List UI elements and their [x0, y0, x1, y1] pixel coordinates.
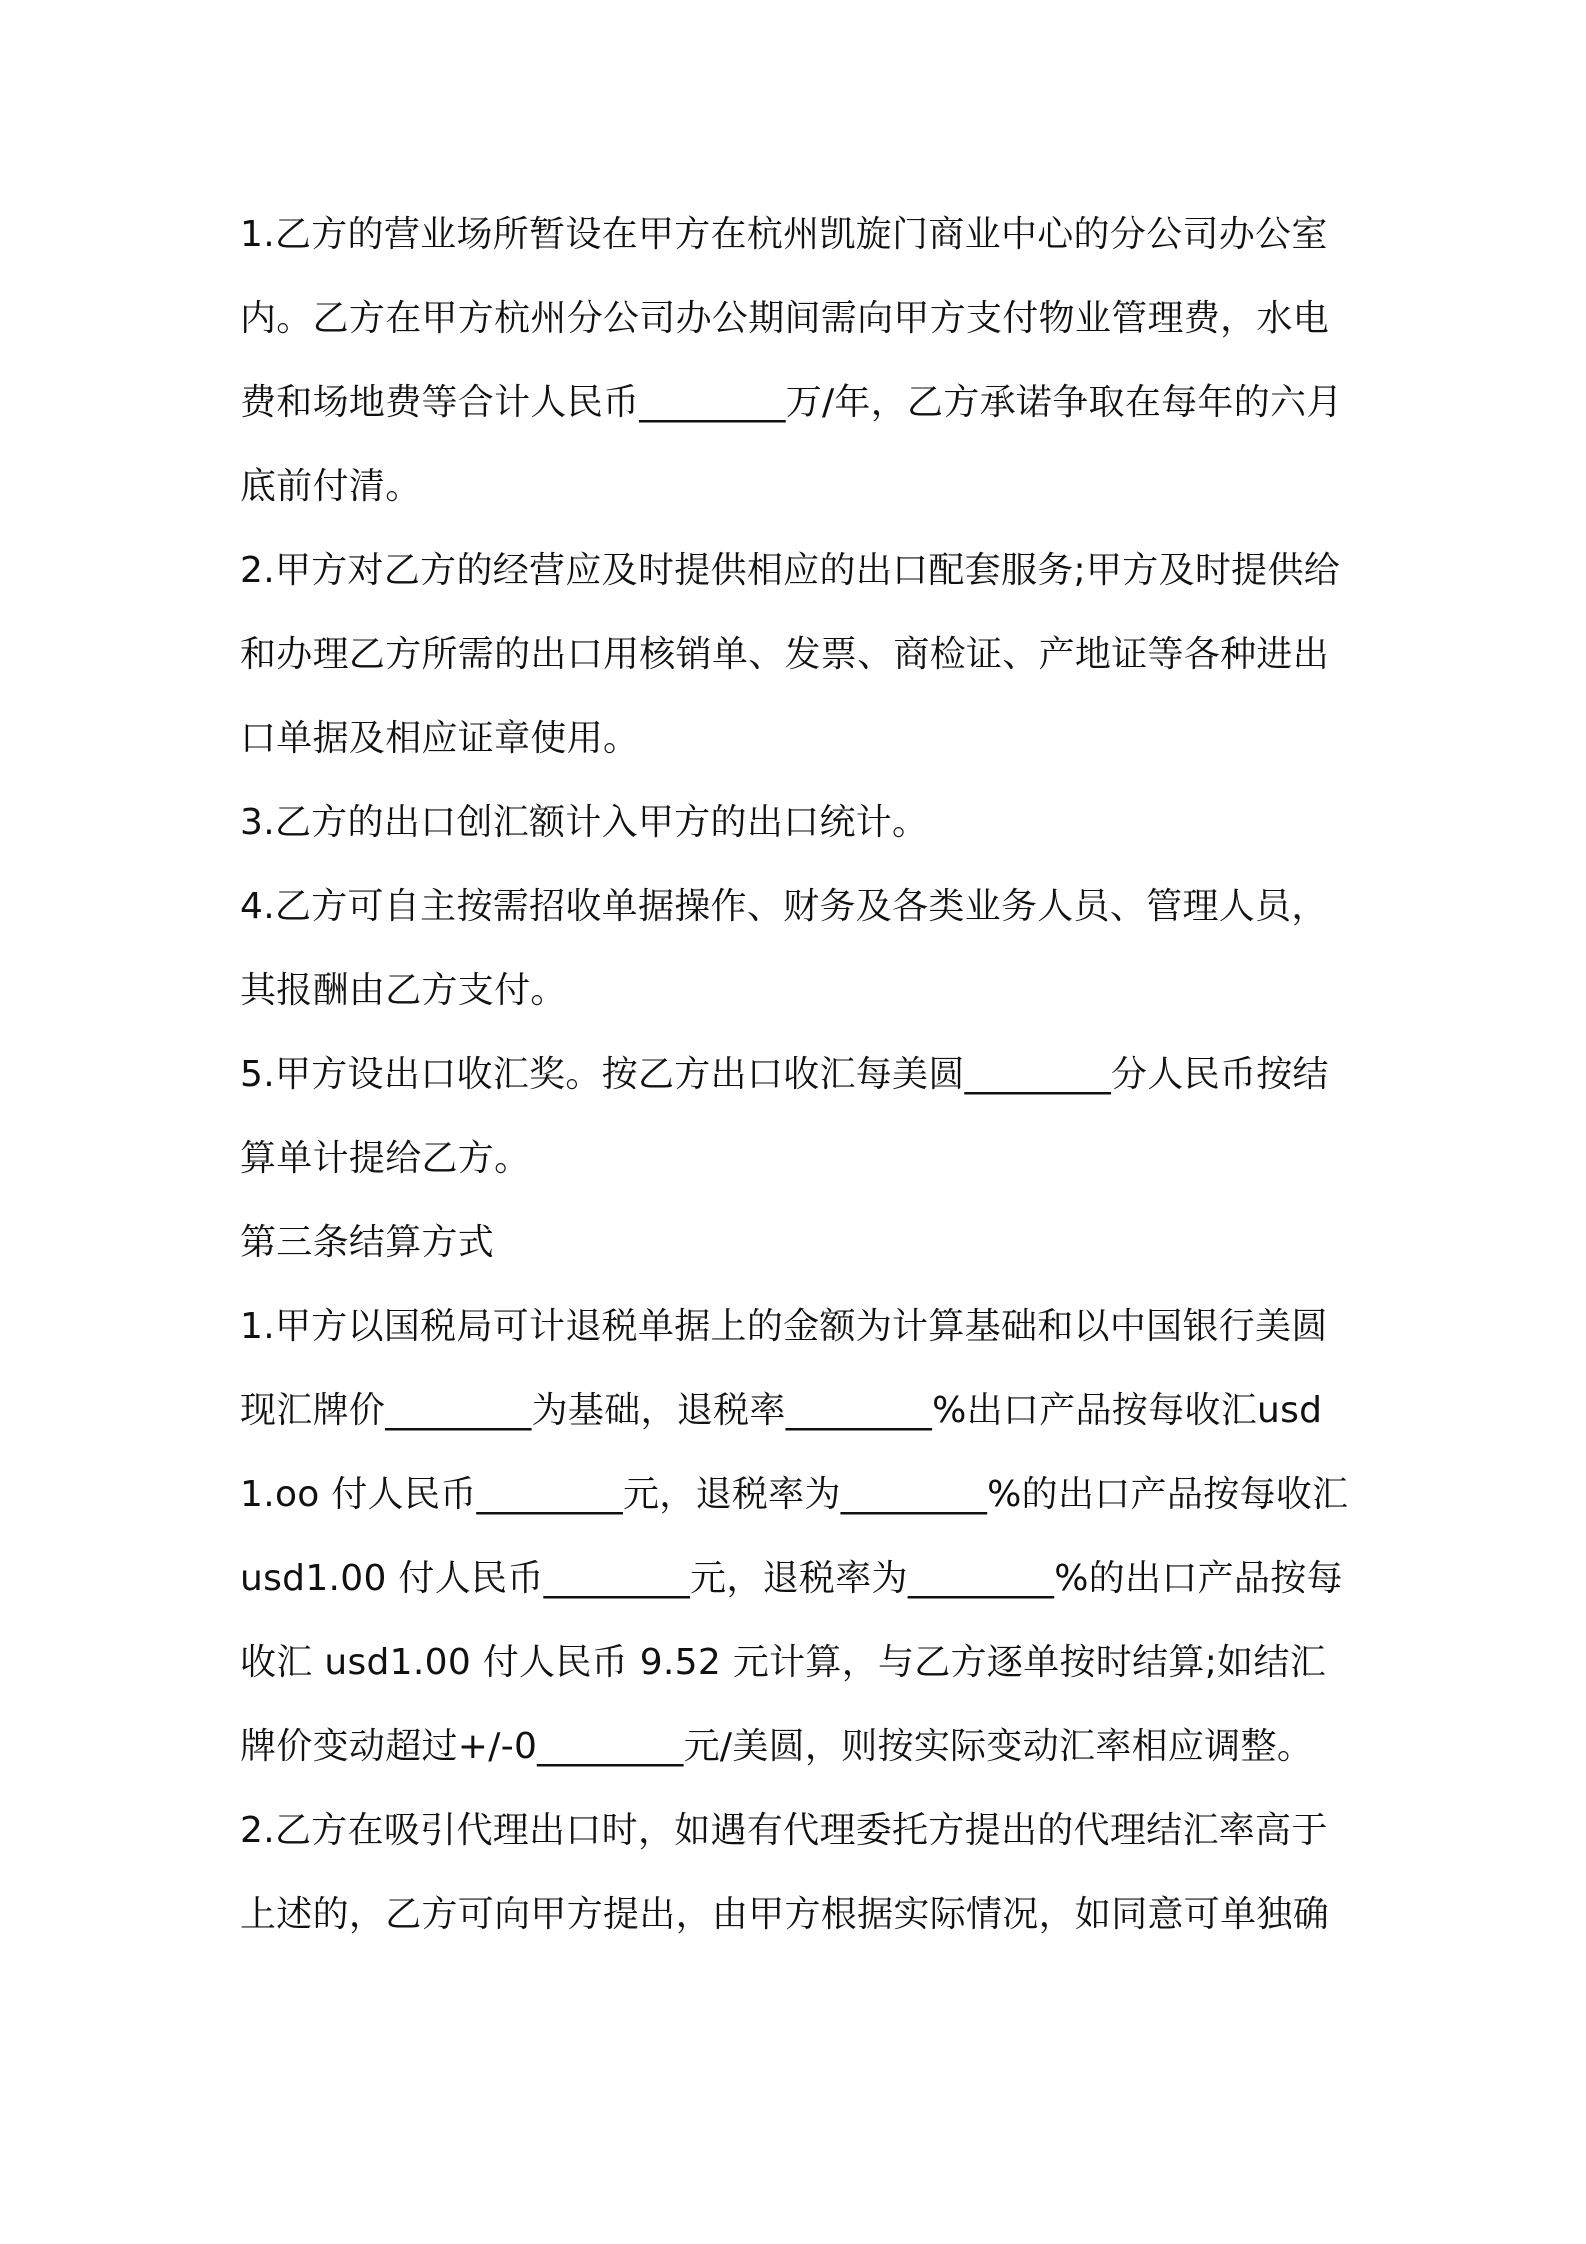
- clause-2-item-5: 5.甲方设出口收汇奖。按乙方出口收汇每美圆________分人民币按结算单计提给乙方。: [240, 1054, 1329, 1179]
- clause-2-item-4: 4.乙方可自主按需招收单据操作、财务及各类业务人员、管理人员，其报酬由乙方支付。: [240, 886, 1328, 1011]
- document-body: [240, 193, 1356, 1957]
- clause-2-item-2: 2.甲方对乙方的经营应及时提供相应的出口配套服务;甲方及时提供给和办理乙方所需的出口用核销单、发票、商检证、产地证等各种进出口单据及相应证章使用。: [240, 550, 1341, 759]
- clause-2-item-1: 1.乙方的营业场所暂设在甲方在杭州凯旋门商业中心的分公司办公室内。乙方在甲方杭州分公司办公期间需向甲方支付物业管理费，水电费和场地费等合计人民币________万/年，乙方承诺争取在每年的六月底前付清。: [240, 214, 1343, 507]
- clause-3-item-2: 2.乙方在吸引代理出口时，如遇有代理委托方提出的代理结汇率高于上述的，乙方可向甲方提出，由甲方根据实际情况，如同意可单独确: [240, 1810, 1330, 1935]
- clause-3-item-1: 1.甲方以国税局可计退税单据上的金额为计算基础和以中国银行美圆现汇牌价________为基础，退税率________%出口产品按每收汇usd1.oo 付人民币________元，退税率为________%的出口产品按每收汇 usd1.00 付人民币________元，退税率为________%的出口产品按每收汇 usd1.00 付人民币 9.52 元计算，与乙方逐单按时结算;如结汇牌价变动超过+/-0________元/美圆，则按实际变动汇率相应调整。: [240, 1306, 1349, 1767]
- clause-3-heading: 第三条结算方式: [240, 1222, 495, 1263]
- clause-2-item-3: 3.乙方的出口创汇额计入甲方的出口统计。: [240, 802, 929, 843]
